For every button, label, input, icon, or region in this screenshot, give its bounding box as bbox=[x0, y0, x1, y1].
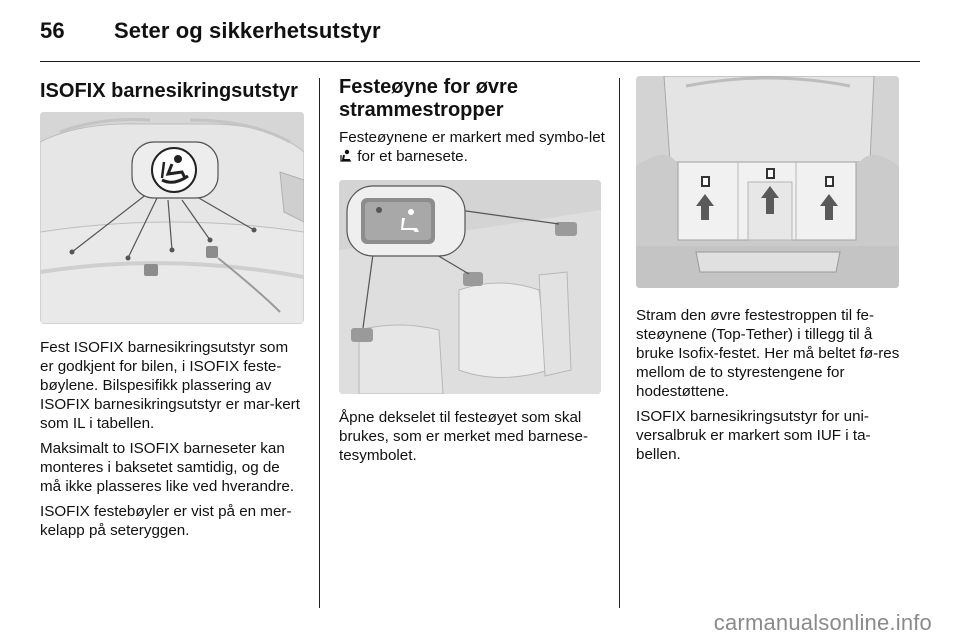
intro-text-start: Festeøynene er markert med symbo-let bbox=[339, 129, 605, 146]
trunk-anchor-illustration bbox=[636, 76, 899, 288]
paragraph-isofix-3: ISOFIX festebøyler er vist på en mer-kelapp på seteryggen. bbox=[40, 503, 292, 539]
section-heading-isofix: ISOFIX barnesikringsutstyr bbox=[40, 80, 298, 102]
paragraph-isofix-1: Fest ISOFIX barnesikringsutstyr som er godkjent for bilen, i ISOFIX feste-bøylene. Bilspesifikk plassering av ISOFIX barnesikringsutstyr er mar-kert som IL i tabellen. bbox=[40, 339, 300, 432]
header-rule bbox=[40, 61, 920, 62]
column-top-tether bbox=[339, 76, 605, 471]
intro-text-end: for et barnesete. bbox=[357, 148, 468, 165]
watermark: carmanualsonline.info bbox=[713, 610, 932, 635]
column-divider-2 bbox=[619, 78, 620, 608]
column-strap bbox=[636, 76, 902, 470]
column-isofix bbox=[40, 76, 304, 546]
page-title: Seter og sikkerhetsutstyr bbox=[114, 18, 381, 43]
child-seat-symbol-icon bbox=[339, 149, 353, 163]
column-divider-1 bbox=[319, 78, 320, 608]
page-number: 56 bbox=[40, 18, 65, 43]
anchor-cover-illustration bbox=[339, 180, 601, 394]
paragraph-strap-1: Stram den øvre festestroppen til fe-steøynene (Top-Tether) i tillegg til å bruke Isofix-festet. Her må beltet fø-res mellom de to styrestengene for hodestøttene. bbox=[636, 307, 900, 400]
paragraph-top-tether-intro bbox=[339, 128, 605, 166]
section-heading-top-tether: Festeøyne for øvre strammestropper bbox=[339, 76, 518, 121]
isofix-symbol-icon bbox=[152, 148, 196, 192]
isofix-rear-seat-illustration bbox=[40, 112, 304, 324]
paragraph-isofix-2: Maksimalt to ISOFIX barneseter kan monteres i baksetet samtidig, og de må ikke plasseres like ved hverandre. bbox=[40, 440, 295, 495]
paragraph-top-tether-1: Åpne dekselet til festeøyet som skal brukes, som er merket med barnese-tesymbolet. bbox=[339, 409, 588, 464]
page-header bbox=[40, 18, 381, 44]
paragraph-strap-2: ISOFIX barnesikringsutstyr for uni-versalbruk er markert som IUF i ta-bellen. bbox=[636, 408, 871, 463]
